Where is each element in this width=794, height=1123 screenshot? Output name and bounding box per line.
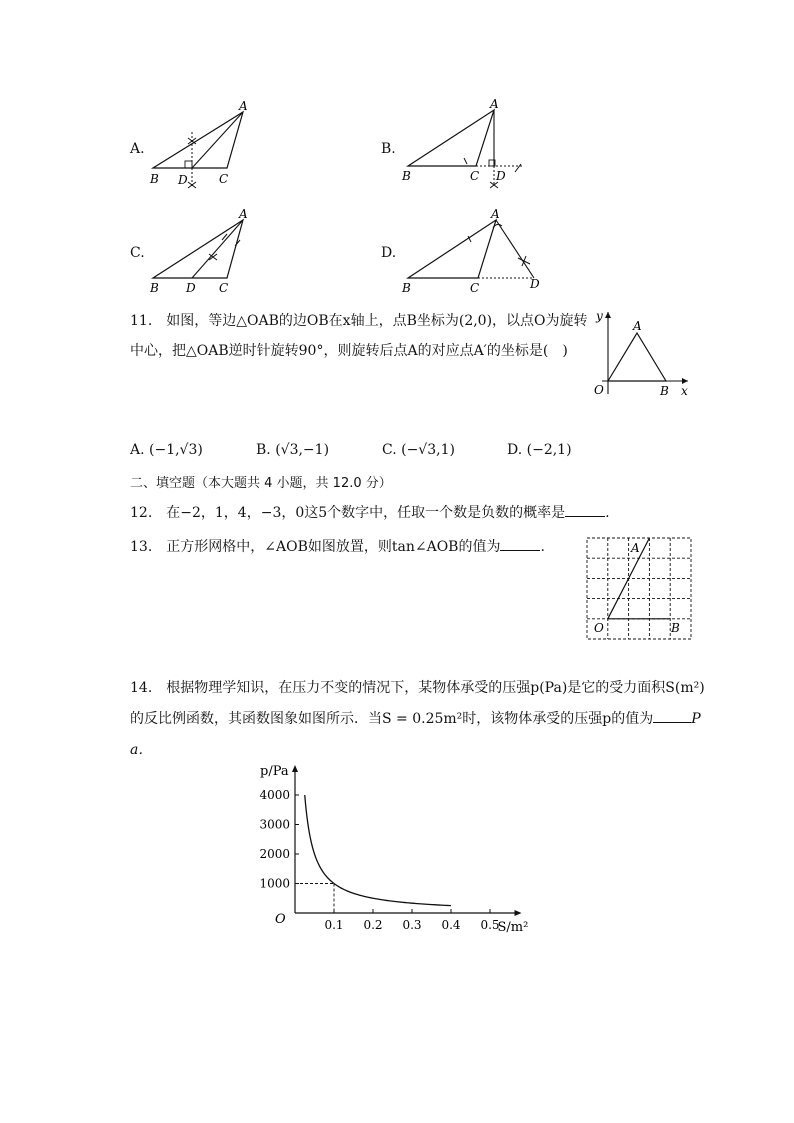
q11-choice-d: D. (−2,1) (507, 442, 572, 458)
label-c: C (219, 172, 229, 186)
answer-blank[interactable] (653, 708, 691, 723)
label-d: D (496, 169, 506, 183)
x-tick-label: 0.1 (324, 918, 344, 932)
pressure-area-chart (250, 755, 550, 940)
x-tick-label: 0.3 (402, 918, 422, 932)
label-o: O (594, 383, 604, 397)
y-tick-label: 4000 (259, 788, 290, 802)
q14-line2 (130, 708, 701, 729)
label-a: A (239, 207, 248, 221)
q11-line1: 11. 如图，等边△OAB的边OB在x轴上，点B坐标为(2,0)，以点O为旋转 (130, 313, 588, 329)
label-b: B (660, 384, 669, 398)
figure-q11-triangle (588, 306, 694, 402)
option-c-label: C. (130, 245, 145, 261)
q14-unit-start: P (691, 711, 701, 727)
option-d-label: D. (381, 245, 397, 261)
label-a: A (239, 99, 248, 113)
label-a: A (633, 319, 642, 333)
label-b: B (150, 281, 159, 295)
q13-tail: . (540, 539, 545, 555)
figure-q13-grid (586, 537, 694, 641)
x-tick-label: 0.4 (441, 918, 461, 932)
figure-option-d (398, 206, 548, 298)
q12-tail: . (605, 505, 610, 521)
series-line (305, 795, 451, 906)
figure-option-a (145, 98, 265, 194)
label-b: B (671, 621, 680, 635)
label-a: A (631, 541, 640, 555)
x-axis-label: S/m² (497, 920, 529, 935)
label-o: O (594, 621, 604, 635)
label-b: B (402, 169, 411, 183)
option-a-label: A. (130, 141, 145, 157)
q14-line2-stem: 的反比例函数，其函数图象如图所示．当S = 0.25m²时，该物体承受的压强p的值为 (130, 711, 654, 727)
y-tick-label: 2000 (259, 847, 290, 861)
q11-choice-b: B. (√3,−1) (256, 442, 330, 458)
label-a: A (490, 97, 499, 111)
x-tick-label: 0.2 (363, 918, 383, 932)
q11-choice-c: C. (−√3,1) (382, 442, 455, 458)
y-tick-label: 1000 (259, 876, 290, 891)
section-heading: 二、填空题（本大题共 4 小题，共 12.0 分） (130, 476, 392, 491)
label-d: D (178, 173, 188, 187)
label-c: C (470, 169, 480, 183)
q11-choice-a: A. (−1,√3) (130, 442, 203, 458)
answer-blank[interactable] (500, 536, 540, 551)
label-y: y (596, 309, 603, 323)
answer-blank[interactable] (565, 502, 605, 517)
option-b-label: B. (381, 141, 396, 157)
origin-label: O (275, 912, 286, 927)
label-c: C (470, 281, 480, 295)
label-b: B (402, 281, 411, 295)
label-a: A (491, 207, 500, 221)
q14-line3: a． (130, 742, 153, 758)
y-axis-label: p/Pa (260, 764, 289, 779)
q14-line1: 14. 根据物理学知识，在压力不变的情况下，某物体承受的压强p(Pa)是它的受力面积S(m²) (130, 680, 705, 696)
figure-option-b (398, 96, 533, 194)
q12-text (130, 502, 610, 523)
x-axis-arrow (515, 910, 522, 916)
label-x: x (681, 384, 688, 398)
label-d: D (186, 281, 196, 295)
label-c: C (219, 281, 229, 295)
figure-option-c (145, 206, 265, 298)
y-axis-arrow (292, 765, 298, 772)
y-tick-label: 3000 (259, 817, 290, 832)
q13-text (130, 536, 545, 557)
label-d: D (530, 277, 540, 291)
q11-line2: 中心，把△OAB逆时针旋转90°，则旋转后点A的对应点A′的坐标是( ) (130, 343, 568, 359)
x-tick-label: 0.5 (480, 918, 500, 932)
q13-stem: 13. 正方形网格中，∠AOB如图放置，则tan∠AOB的值为 (130, 539, 501, 555)
q12-stem: 12. 在−2，1，4，−3，0这5个数字中，任取一个数是负数的概率是 (130, 505, 566, 521)
label-b: B (150, 172, 159, 186)
